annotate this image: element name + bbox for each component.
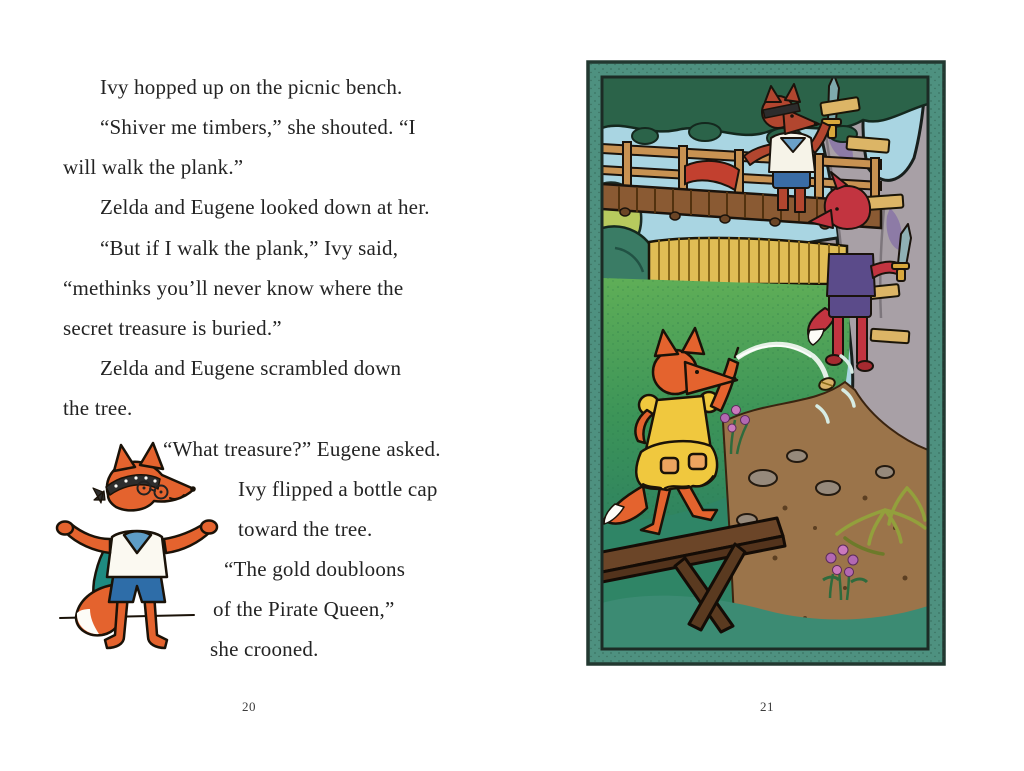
story-line: Zelda and Eugene scrambled down [100,356,402,380]
story-line: “What treasure?” Eugene asked. [163,437,441,461]
story-line: “The gold doubloons [224,557,406,581]
page-number-left: 20 [242,699,256,714]
story-line: will walk the plank.” [63,155,244,179]
headband-knot [93,488,105,503]
page-number-right: 21 [760,699,774,714]
story-line: “methinks you’ll never know where the [63,276,404,300]
fence [649,237,847,284]
story-line: she crooned. [210,637,319,661]
nose [190,486,196,492]
backyard-scene-illustration [585,58,947,669]
story-line: Ivy flipped a bottle cap [238,477,438,501]
story-line: toward the tree. [238,517,373,541]
story-line: the tree. [63,396,133,420]
fox-shrug-illustration [44,437,229,663]
ear [114,445,135,471]
story-line: of the Pirate Queen,” [213,597,395,621]
pocket [661,458,678,473]
pocket [689,454,706,469]
story-line: Ivy hopped up on the picnic bench. [100,75,403,99]
story-line: “But if I walk the plank,” Ivy said, [100,236,399,260]
ear [140,443,163,469]
story-line: “Shiver me timbers,” she shouted. “I [100,115,416,139]
story-line: secret treasure is buried.” [63,316,282,340]
story-line: Zelda and Eugene looked down at her. [100,195,430,219]
